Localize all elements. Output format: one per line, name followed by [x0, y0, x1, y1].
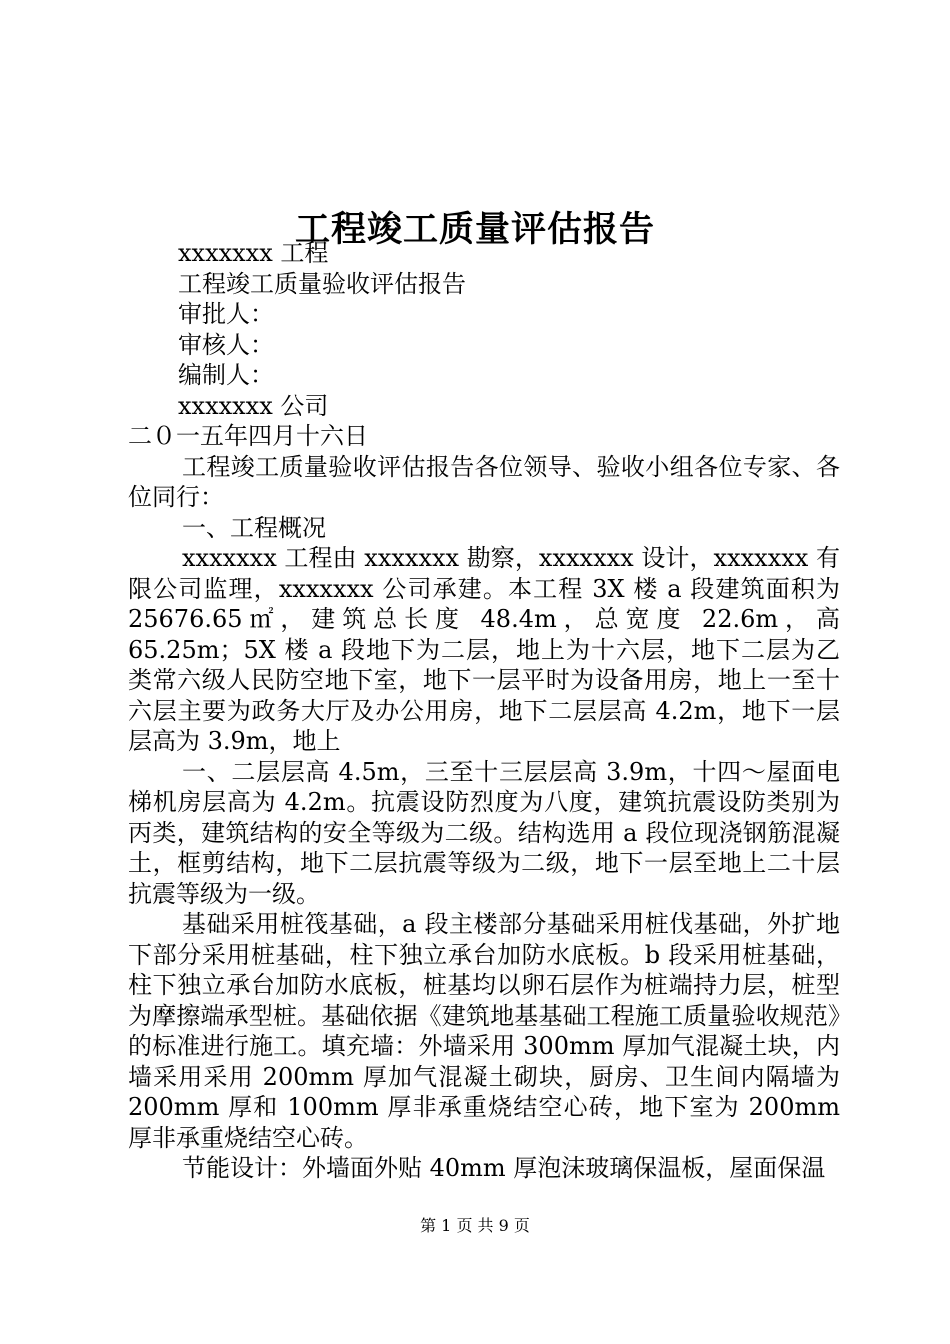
section-heading-overview: 一、工程概况 [182, 513, 326, 542]
cover-report-name: 工程竣工质量验收评估报告 [178, 269, 466, 298]
cover-company: xxxxxxx 公司 [178, 391, 329, 420]
document-title: 工程竣工质量评估报告 [294, 209, 655, 251]
cover-approver: 审批人： [178, 300, 274, 328]
body-paragraph: 一、二层层高 4.5m，三至十三层层高 3.9m，十四～屋面电梯机房层高为 4.2m。抗震设防烈度为八度，建筑抗震设防类别为丙类，建筑结构的安全等级为二级。结构选用 a 段位现浇钢筋混凝土，框剪结构，地下二层抗震等级为二级，地下一层至地上二十层抗震等级为一级。 [128, 757, 840, 908]
document-body [128, 238, 840, 1184]
cover-date: 二０一五年四月十六日 [128, 422, 368, 450]
page-footer: 第 1 页 共 9 页 [420, 1216, 530, 1235]
body-paragraph: 节能设计：外墙面外贴 40mm 厚泡沫玻璃保温板，屋面保温 [182, 1154, 826, 1182]
cover-reviewer: 审核人： [178, 330, 274, 359]
body-paragraph: xxxxxxx 工程由 xxxxxxx 勘察，xxxxxxx 设计，xxxxxxx 有限公司监理，xxxxxxx 公司承建。本工程 3X 楼 a 段建筑面积为 25676.65㎡，建筑总长度 48.4m，总宽度 22.6m，高 65.25m；5X 楼 a 段地下为二层，地上为十六层，地下二层为乙类常六级人民防空地下室，地下一层平时为设备用房，地上一至十六层主要为政务大厅及办公用房，地下二层层高 4.2m，地下一层层高为 3.9m，地上 [128, 544, 840, 755]
cover-project: xxxxxxx 工程 [178, 239, 329, 267]
body-paragraph-salutation: 工程竣工质量验收评估报告各位领导、验收小组各位专家、各位同行： [128, 452, 840, 511]
body-paragraph: 基础采用桩筏基础，a 段主楼部分基础采用桩伐基础，外扩地下部分采用桩基础，柱下独立承台加防水底板。b 段采用桩基础，柱下独立承台加防水底板，桩基均以卵石层作为桩端持力层，桩型为摩擦端承型桩。基础依据《建筑地基基础工程施工质量验收规范》的标准进行施工。填充墙：外墙采用 300mm 厚加气混凝土块，内墙采用采用 200mm 厚加气混凝土砌块，厨房、卫生间内隔墙为 200mm 厚和 100mm 厚非承重烧结空心砖，地下室为 200mm 厚非承重烧结空心砖。 [128, 910, 840, 1152]
cover-compiler: 编制人： [178, 361, 274, 389]
